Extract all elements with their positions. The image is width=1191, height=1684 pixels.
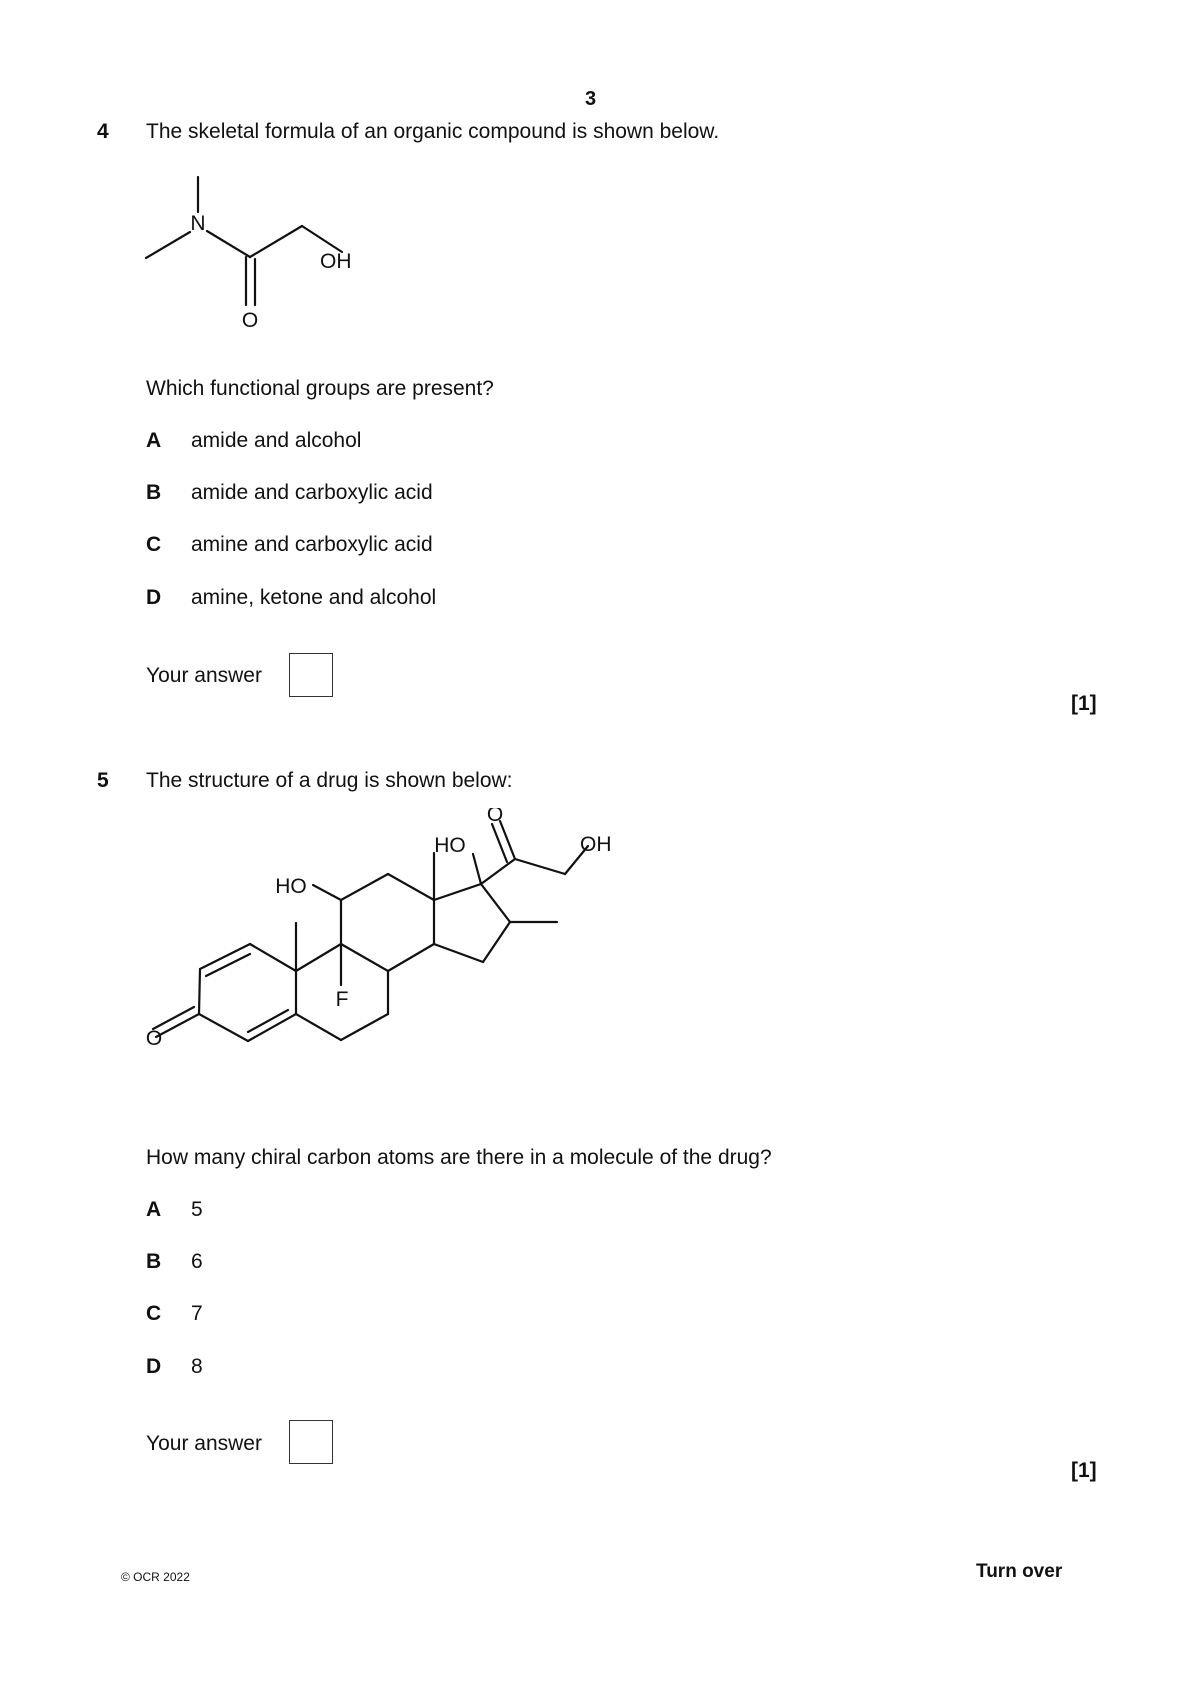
- question-4-option-c-text: amine and carboxylic acid: [191, 533, 433, 556]
- side-chain-hydroxyl-label: OH: [580, 833, 612, 856]
- side-chain-carbonyl-oxygen-label: O: [486, 808, 504, 826]
- ketone-double-bond-2: [153, 1007, 194, 1029]
- ring-c-bond-c12-c13: [388, 874, 434, 900]
- question-5-option-b-text: 6: [191, 1250, 203, 1273]
- carbonyl-ch2-bond: [250, 226, 302, 257]
- footer-copyright: © OCR 2022: [121, 1570, 190, 1584]
- ketone-double-bond-1: [156, 1014, 199, 1037]
- question-4-number: 4: [97, 120, 109, 143]
- question-4-stem: The skeletal formula of an organic compound is shown below.: [146, 120, 720, 143]
- ring-a-double-bond-c1-c2: [206, 954, 250, 976]
- question-5-number: 5: [97, 769, 109, 792]
- question-5-prompt: How many chiral carbon atoms are there in a molecule of the drug?: [146, 1146, 772, 1169]
- c11-hydroxyl-bond: [313, 885, 341, 900]
- question-4-answer-label: Your answer: [146, 664, 262, 687]
- question-4-option-b-letter: B: [146, 481, 162, 504]
- c11-hydroxyl-label: HO: [275, 875, 307, 898]
- question-4-option-d-text: amine, ketone and alcohol: [191, 586, 437, 609]
- ring-b-bond-c5-c6: [296, 1014, 341, 1040]
- question-4-option-a-letter: A: [146, 429, 162, 452]
- c17-hydroxyl-label: HO: [434, 834, 466, 857]
- side-chain-carbonyl-bond-1: [500, 821, 515, 859]
- ring-b-bond-c9-c10: [296, 944, 341, 971]
- question-5-answer-box[interactable]: [289, 1420, 333, 1464]
- question-4-option-d-letter: D: [146, 586, 162, 609]
- question-5-option-d-letter: D: [146, 1355, 162, 1378]
- ring-a-bond-c4-c3: [199, 1014, 248, 1041]
- fluorine-label: F: [335, 988, 349, 1011]
- side-chain-bond-c17-c20: [481, 859, 515, 884]
- question-5-option-c-text: 7: [191, 1302, 203, 1325]
- n-methyl-bond-2: [146, 232, 190, 258]
- question-5-marks: [1]: [1071, 1459, 1097, 1482]
- ring-c-bond-c11-c12: [341, 874, 388, 900]
- ketone-oxygen-label: O: [145, 1027, 163, 1050]
- question-5-answer-label: Your answer: [146, 1432, 262, 1455]
- question-5-drug-structure: [130, 808, 670, 1118]
- question-5-option-c-letter: C: [146, 1302, 162, 1325]
- question-4-marks: [1]: [1071, 692, 1097, 715]
- ring-d-bond-c17-c16: [481, 884, 510, 922]
- ring-d-bond-c16-c15: [483, 922, 510, 962]
- ring-a-bond-c1-c10: [250, 944, 296, 971]
- question-5-option-a-letter: A: [146, 1198, 162, 1221]
- question-4-prompt: Which functional groups are present?: [146, 377, 494, 400]
- n-carbonyl-bond: [207, 231, 250, 257]
- hydroxyl-label: OH: [320, 250, 352, 273]
- side-chain-bond-c20-c21: [515, 859, 565, 874]
- ring-a-bond-c3-c2: [199, 969, 200, 1014]
- question-5-stem: The structure of a drug is shown below:: [146, 769, 513, 792]
- ring-a-bond-c2-c1: [200, 944, 250, 969]
- question-4-answer-box[interactable]: [289, 653, 333, 697]
- c17-hydroxyl-bond: [473, 854, 481, 884]
- question-5-option-d-text: 8: [191, 1355, 203, 1378]
- side-chain-carbonyl-bond-2: [492, 824, 507, 862]
- ring-d-bond-c13-c17: [434, 884, 481, 900]
- question-4-option-b-text: amide and carboxylic acid: [191, 481, 433, 504]
- ring-b-bond-c8-c9: [341, 944, 388, 971]
- ring-c-bond-c14-c8: [388, 944, 434, 971]
- question-5-option-b-letter: B: [146, 1250, 162, 1273]
- question-4-option-c-letter: C: [146, 533, 162, 556]
- question-4-option-a-text: amide and alcohol: [191, 429, 362, 452]
- question-4-skeletal-formula: [130, 165, 410, 345]
- ring-d-bond-c15-c14: [434, 944, 483, 962]
- ring-b-bond-c6-c7: [341, 1014, 388, 1040]
- nitrogen-atom-label: N: [190, 212, 206, 235]
- ch2-oh-bond: [302, 226, 342, 252]
- carbonyl-oxygen-label: O: [241, 309, 259, 332]
- page-number: 3: [585, 88, 597, 110]
- question-5-option-a-text: 5: [191, 1198, 203, 1221]
- footer-turn-over: Turn over: [976, 1561, 1063, 1582]
